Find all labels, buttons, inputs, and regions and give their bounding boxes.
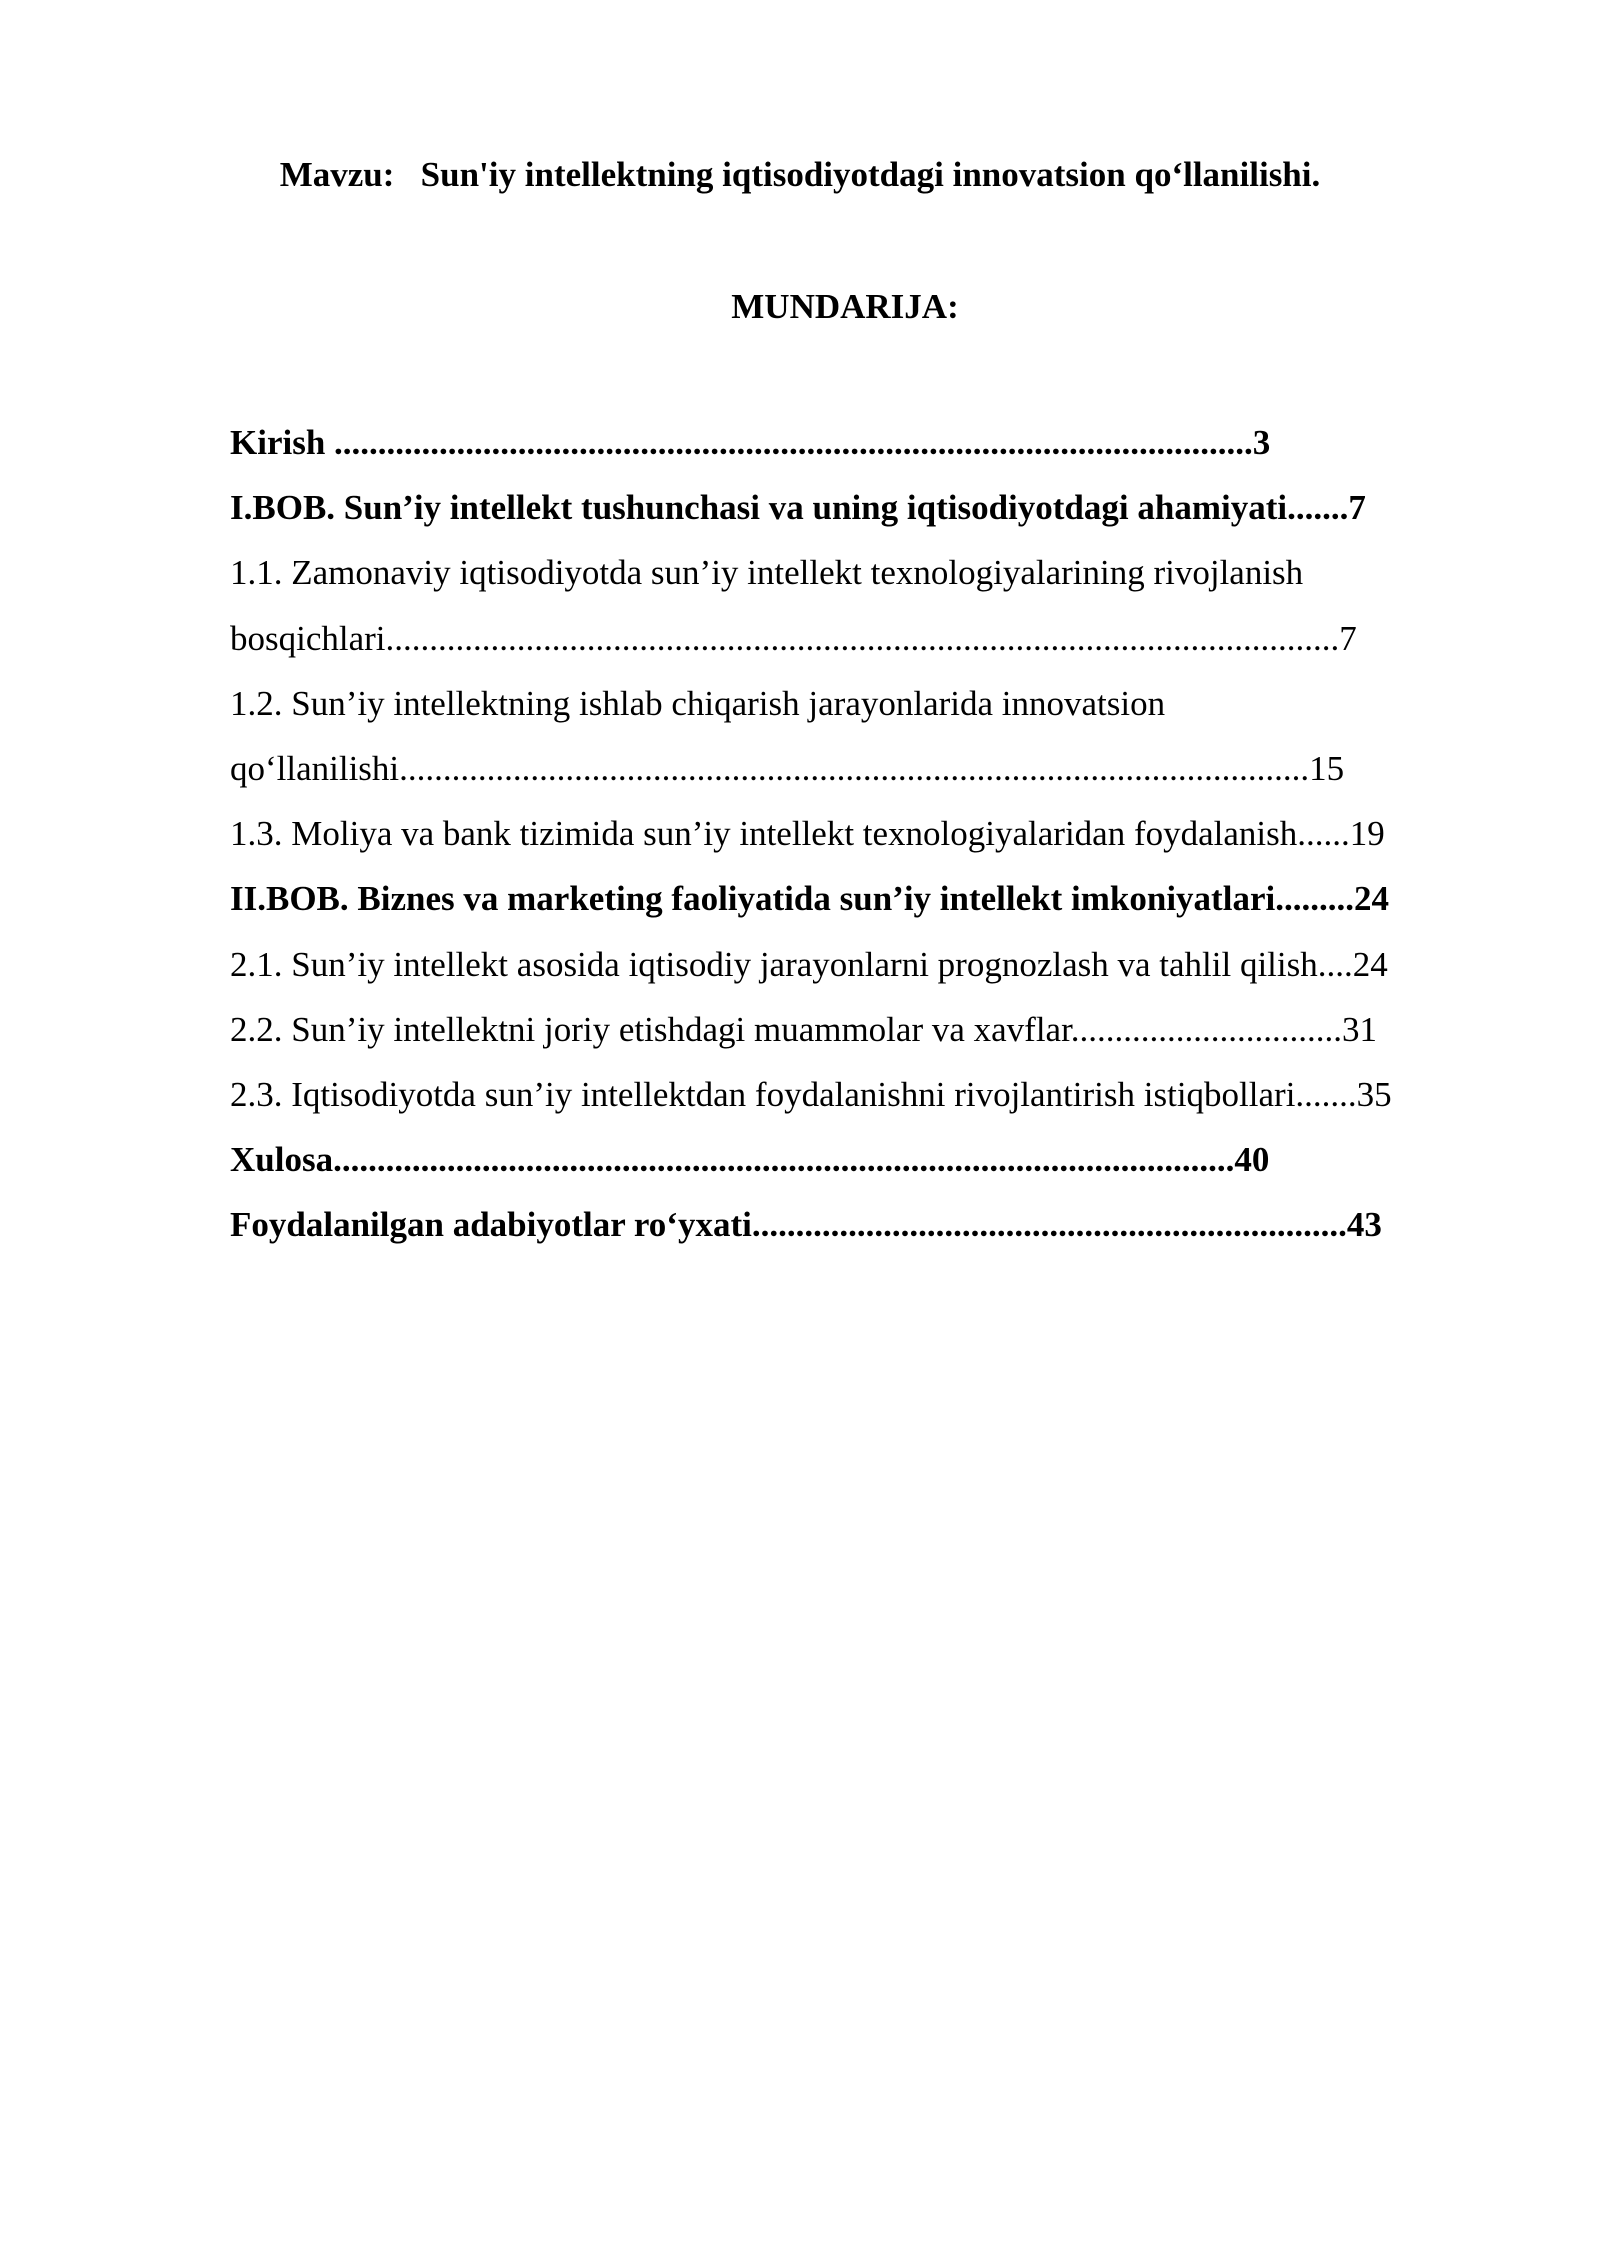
toc-line-xulosa: Xulosa.......................................................................................................40	[230, 1140, 1270, 1180]
toc-line-section-2-3: 2.3. Iqtisodiyotda sun’iy intellektdan foydalanishni rivojlantirish istiqbollari.......35	[230, 1074, 1392, 1114]
toc-line-section-2-1: 2.1. Sun’iy intellekt asosida iqtisodiy jarayonlarni prognozlash va tahlil qilish....24	[230, 944, 1388, 984]
toc-line-chapter-2: II.BOB. Biznes va marketing faoliyatida sun’iy intellekt imkoniyatlari.........24	[230, 879, 1389, 919]
table-of-contents-title: MUNDARIJA:	[731, 287, 959, 326]
toc-line-bibliography: Foydalanilgan adabiyotlar ro‘yxati....................................................................43	[230, 1205, 1382, 1245]
document-topic: Mavzu: Sun'iy intellektning iqtisodiyotdagi innovatsion qo‘llanilishi.	[279, 155, 1321, 194]
toc-line-section-1-2-continued: qo‘llanilishi........................................................................................................15	[230, 748, 1345, 788]
toc-line-section-1-3: 1.3. Moliya va bank tizimida sun’iy intellekt texnologiyalaridan foydalanish......19	[230, 814, 1385, 854]
toc-line-section-1-1: 1.1. Zamonaviy iqtisodiyotda sun’iy intellekt texnologiyalarining rivojlanish	[230, 553, 1304, 593]
toc-line-section-2-2: 2.2. Sun’iy intellektni joriy etishdagi muammolar va xavflar...............................31	[230, 1009, 1378, 1049]
toc-line-chapter-1: I.BOB. Sun’iy intellekt tushunchasi va uning iqtisodiyotdagi ahamiyati.......7	[230, 488, 1366, 528]
toc-line-section-1-1-continued: bosqichlari.............................................................................................................7	[230, 618, 1357, 658]
toc-line-section-1-2: 1.2. Sun’iy intellektning ishlab chiqarish jarayonlarida innovatsion	[230, 683, 1166, 723]
toc-line-kirish: Kirish .........................................................................................................3	[230, 423, 1271, 462]
table-of-contents	[230, 410, 1492, 1257]
